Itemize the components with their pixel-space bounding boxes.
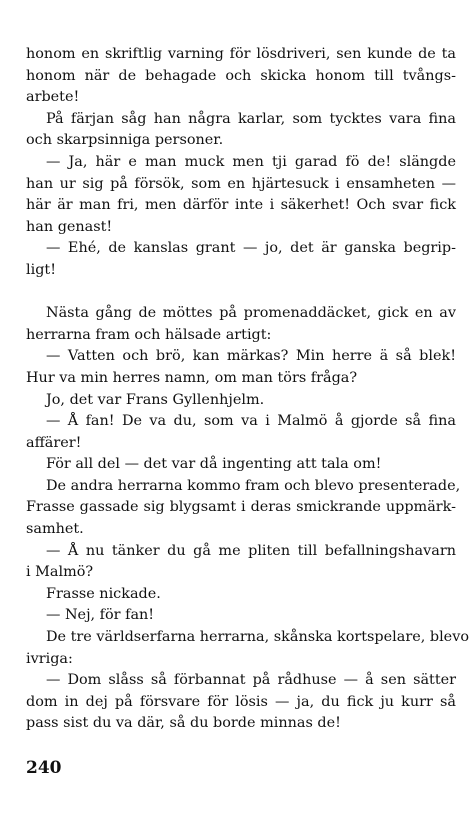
- text-line: — Nej, för fan!: [46, 607, 155, 624]
- page-body: [26, 44, 469, 735]
- text-line: affärer!: [26, 434, 82, 451]
- text-line: han genast!: [26, 218, 113, 235]
- text-line: ligt!: [26, 261, 56, 278]
- text-line: — Ja, här e man muck men tji garad fö de! slängde: [46, 153, 456, 170]
- text-line: Frasse nickade.: [46, 585, 161, 602]
- text-line: Frasse gassade sig blygsamt i deras smickrande uppmärk-: [26, 499, 456, 516]
- text-line: — Ehé, de kanslas grant — jo, det är ganska begrip-: [46, 240, 456, 257]
- text-line: arbete!: [26, 89, 80, 106]
- page-number: 240: [26, 758, 62, 778]
- text-line: Hur va min herres namn, om man törs fråga?: [26, 369, 358, 386]
- text-line: De andra herrarna kommo fram och blevo presenterade,: [46, 477, 461, 494]
- text-line: här är man fri, men därför inte i säkerhet! Och svar fick: [26, 197, 456, 214]
- text-line: — Å fan! De va du, som va i Malmö å gjorde så fina: [46, 413, 456, 430]
- text-line: pass sist du va där, så du borde minnas de!: [26, 715, 341, 732]
- text-line: — Dom slåss så förbannat på rådhuse — å sen sätter: [46, 672, 456, 689]
- text-line: Nästa gång de möttes på promenaddäcket, gick en av: [46, 305, 456, 322]
- text-line: och skarpsinniga personer.: [26, 132, 224, 149]
- text-line: honom en skriftlig varning för lösdriveri, sen kunde de ta: [26, 46, 456, 62]
- text-line: honom när de behagade och skicka honom till tvångs-: [26, 67, 456, 84]
- text-line: samhet.: [26, 521, 84, 538]
- text-line: ivriga:: [26, 650, 73, 667]
- text-line: i Malmö?: [26, 564, 94, 581]
- text-line: herrarna fram och hälsade artigt:: [26, 326, 272, 343]
- section-break: [26, 282, 456, 304]
- text-line: han ur sig på försök, som en hjärtesuck i ensamheten —: [26, 175, 456, 192]
- text-line: dom in dej på försvare för lösis — ja, du fick ju kurr så: [26, 693, 456, 710]
- text-line: För all del — det var då ingenting att tala om!: [46, 456, 382, 473]
- text-line: Jo, det var Frans Gyllenhjelm.: [46, 391, 265, 408]
- text-line: De tre världserfarna herrarna, skånska kortspelare, blevo: [46, 629, 469, 646]
- text-line: På färjan såg han några karlar, som tycktes vara fina: [46, 110, 456, 127]
- text-line: — Å nu tänker du gå me pliten till befallningshavarn: [46, 542, 456, 559]
- text-line: — Vatten och brö, kan märkas? Min herre ä så blek!: [46, 348, 456, 365]
